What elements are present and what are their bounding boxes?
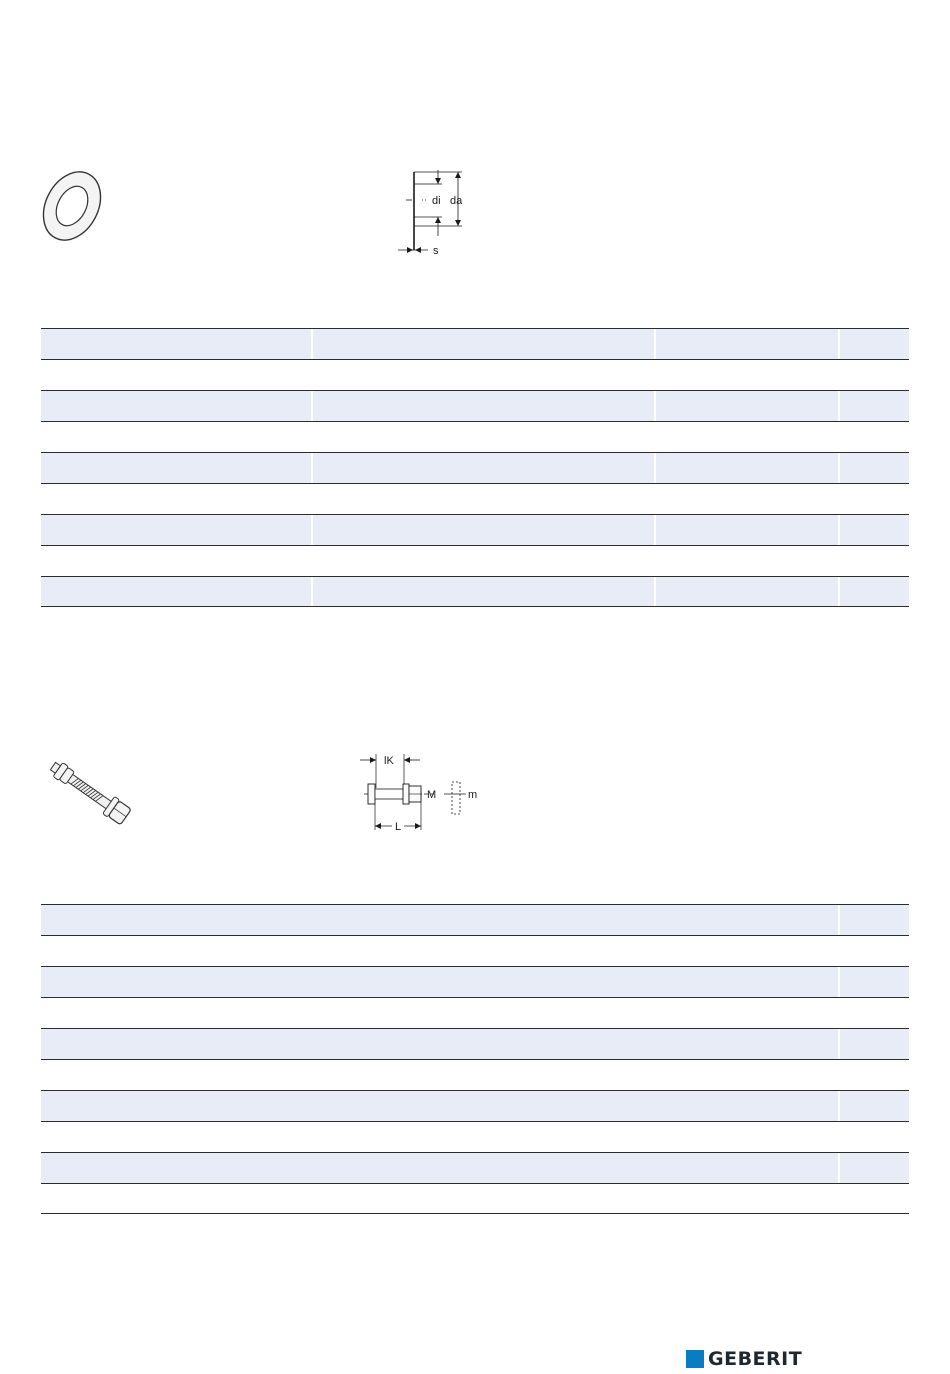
logo-square-icon bbox=[686, 1350, 704, 1368]
table-row bbox=[41, 359, 909, 390]
label-l: L bbox=[395, 821, 402, 833]
table-row bbox=[41, 514, 909, 545]
logo-wordmark: GEBERIT bbox=[708, 1348, 803, 1370]
label-di: di bbox=[432, 195, 441, 207]
label-da: da bbox=[450, 195, 463, 207]
table-row bbox=[41, 935, 909, 966]
table-row bbox=[41, 545, 909, 576]
table-row bbox=[41, 1121, 909, 1152]
bolt-dimension-drawing bbox=[356, 748, 486, 836]
table-row bbox=[41, 483, 909, 514]
table-row bbox=[41, 1028, 909, 1059]
table-row bbox=[41, 328, 909, 359]
table-row bbox=[41, 1090, 909, 1121]
bolt-spec-table bbox=[41, 904, 909, 1214]
table-row bbox=[41, 1152, 909, 1183]
table-row bbox=[41, 576, 909, 607]
washer-spec-table bbox=[41, 328, 909, 607]
table-row bbox=[41, 1059, 909, 1090]
table-row bbox=[41, 1183, 909, 1214]
washer-dimension-drawing bbox=[396, 166, 476, 262]
label-m-nut: m bbox=[468, 789, 478, 801]
label-lk: lK bbox=[384, 755, 394, 767]
table-row bbox=[41, 997, 909, 1028]
table-row bbox=[41, 390, 909, 421]
table-row bbox=[41, 452, 909, 483]
geberit-logo bbox=[686, 1348, 802, 1370]
table-row bbox=[41, 421, 909, 452]
label-m-thread: M bbox=[427, 789, 437, 801]
table-row bbox=[41, 966, 909, 997]
bolt-image bbox=[42, 756, 142, 832]
label-s: s bbox=[433, 245, 439, 257]
washer-image bbox=[36, 168, 108, 244]
table-row bbox=[41, 904, 909, 935]
